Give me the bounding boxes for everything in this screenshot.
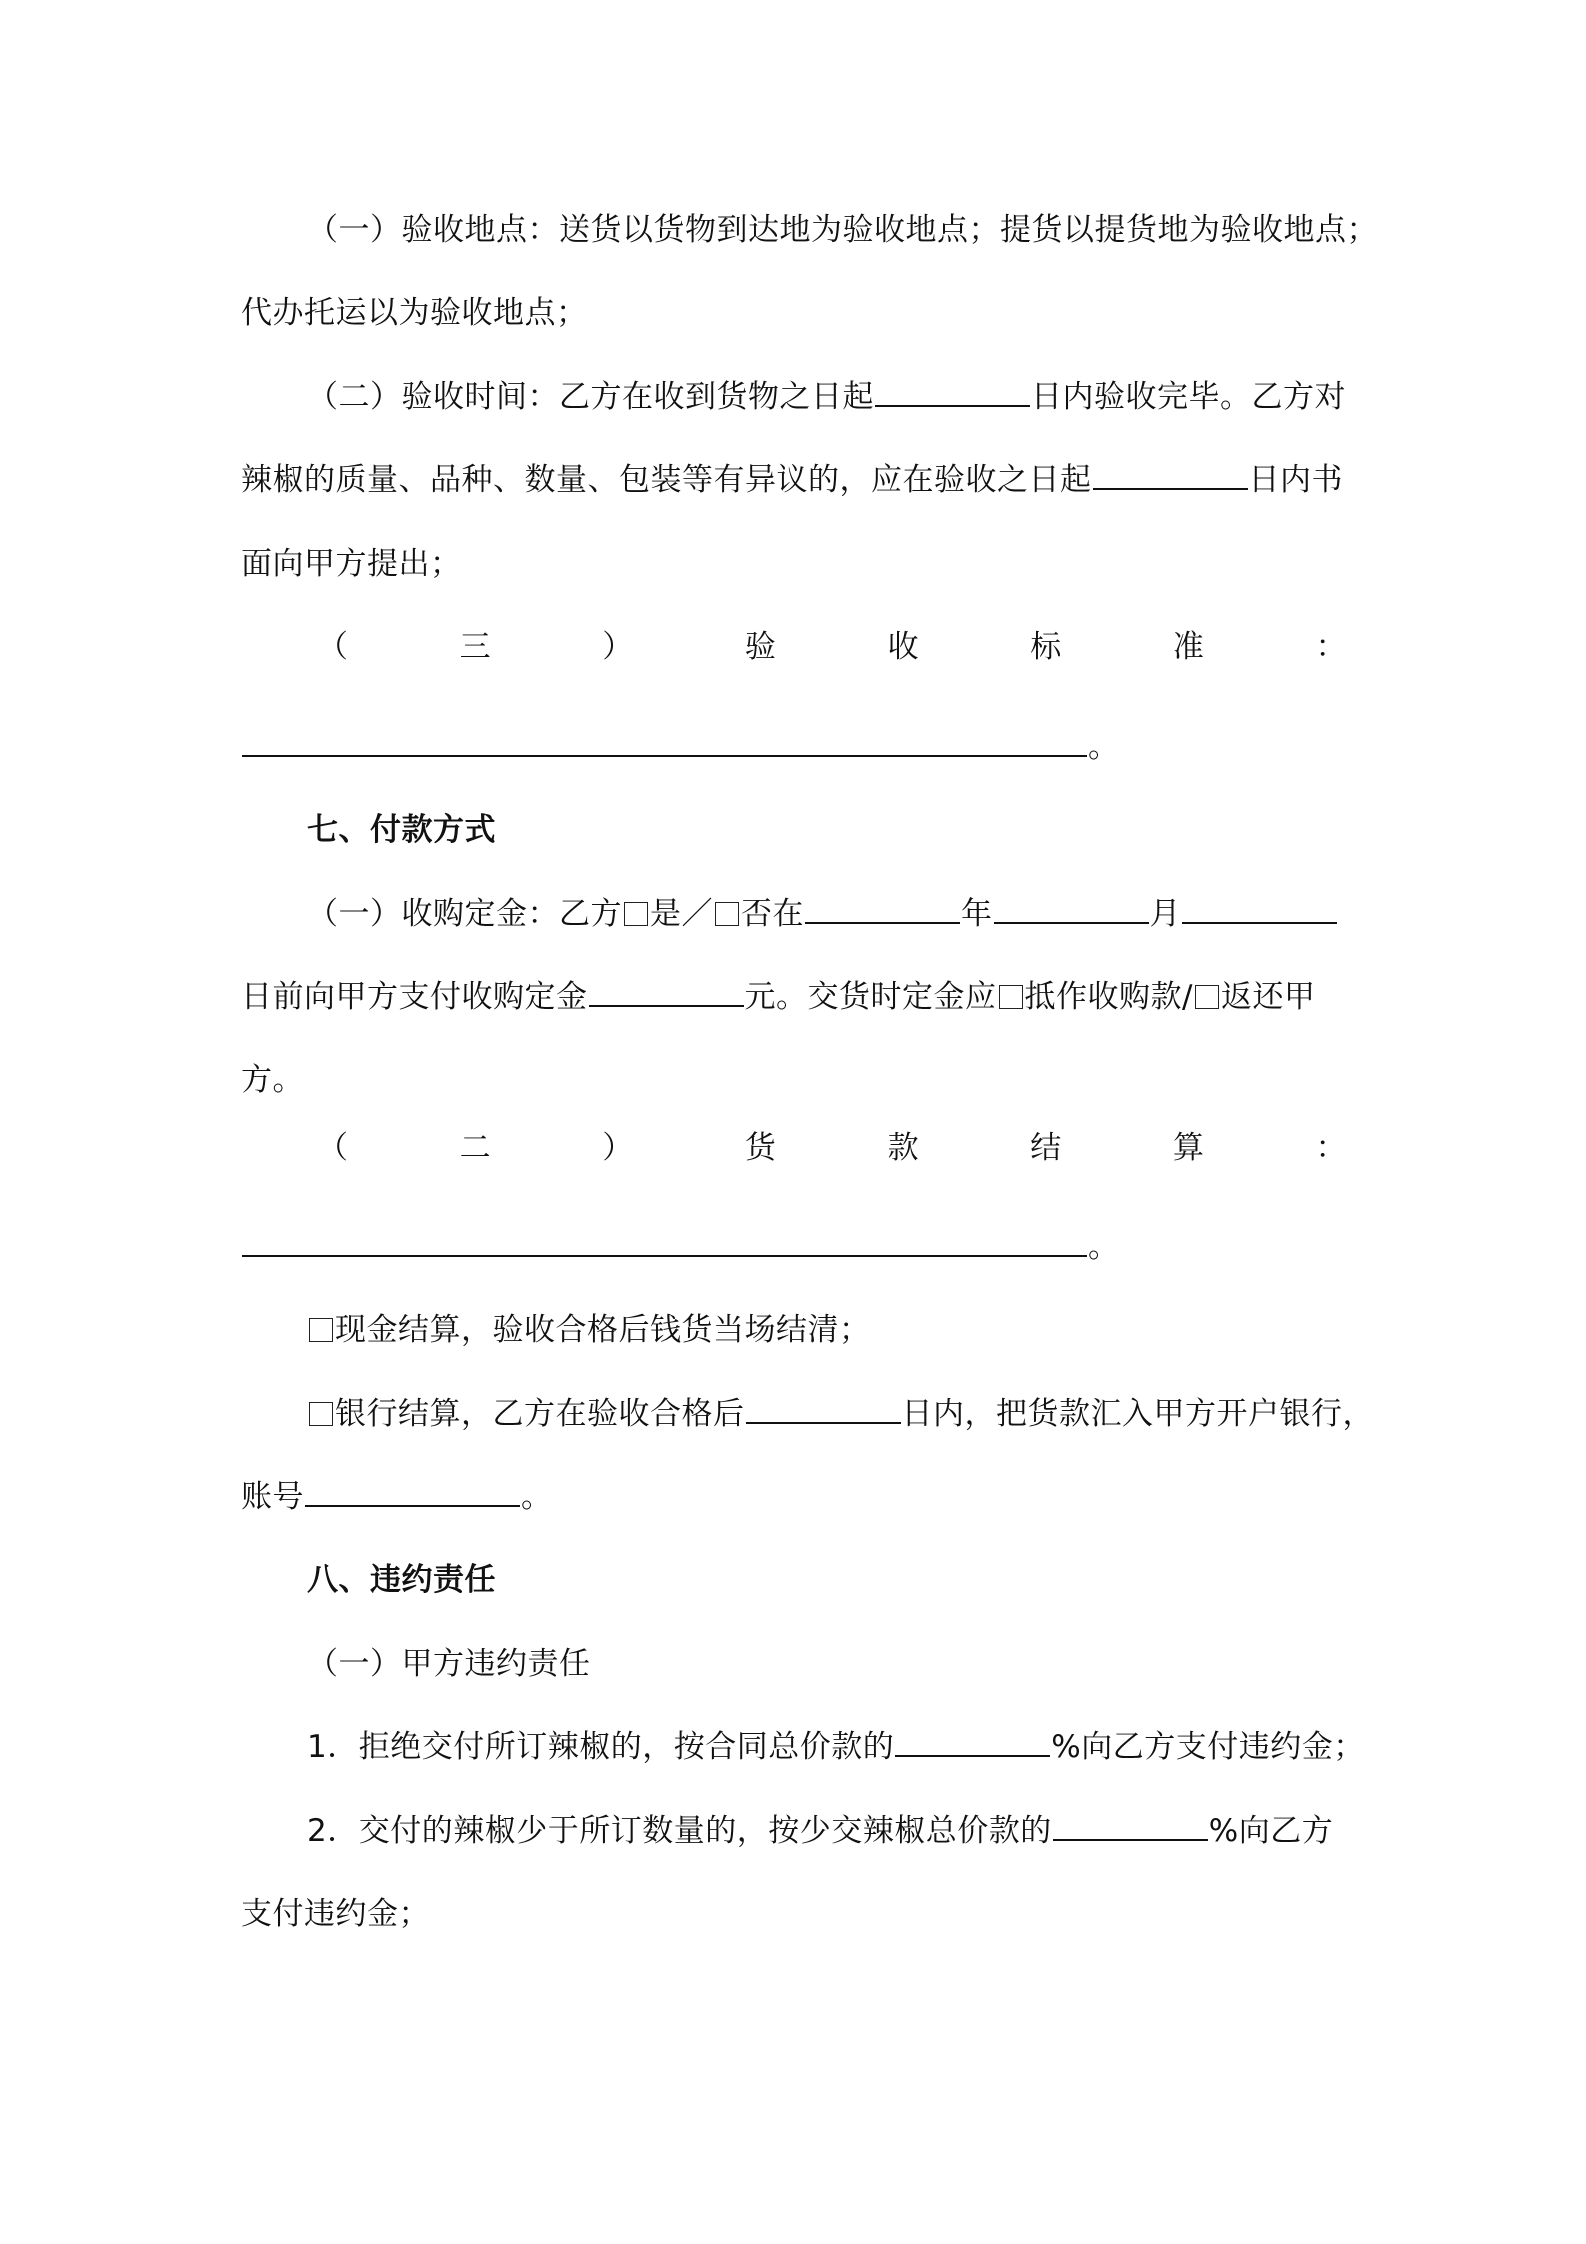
deposit-yes-label: 是／ — [650, 896, 713, 932]
subsection-heading: （一）甲方违约责任 — [307, 1646, 591, 1682]
spread-char: 准 — [1172, 629, 1205, 665]
spread-char: ） — [602, 629, 634, 665]
objection-text-3: 面向甲方提出； — [241, 546, 462, 582]
blank-account-number[interactable] — [305, 1475, 520, 1507]
acceptance-time-text-2: 日内验收完毕。乙方对 — [1031, 379, 1346, 415]
liability-item-2: 2．交付的辣椒少于所订数量的，按少交辣椒总价款的 — [307, 1813, 1052, 1849]
checkbox-return[interactable] — [1195, 985, 1219, 1009]
spread-char: 二 — [459, 1130, 492, 1166]
month-label: 月 — [1149, 896, 1181, 932]
deposit-text: （一）收购定金：乙方 — [307, 896, 622, 932]
spread-char: ： — [1315, 629, 1347, 665]
checkbox-bank[interactable] — [309, 1402, 333, 1426]
text-line — [307, 1305, 1356, 1355]
text-line — [307, 1639, 1356, 1689]
spread-char: ： — [1315, 1130, 1347, 1166]
objection-text-2: 日内书 — [1248, 462, 1343, 498]
acceptance-standard-label — [317, 622, 1347, 672]
liability-item-2-end: %向乙方 — [1208, 1813, 1334, 1849]
bank-settlement-text: 日内，把货款汇入甲方开户银行， — [901, 1396, 1374, 1432]
checkbox-no[interactable] — [715, 902, 739, 926]
offset-label: 抵作收购款/ — [1024, 979, 1193, 1015]
text-line — [241, 1222, 1356, 1272]
acceptance-location-text: （一）验收地点：送货以货物到达地为验收地点；提货以提货地为验收地点； — [307, 212, 1378, 248]
blank-year[interactable] — [805, 892, 960, 924]
liability-item-1-end: %向乙方支付违约金； — [1051, 1729, 1365, 1765]
checkbox-cash[interactable] — [309, 1318, 333, 1342]
blank-days-objection[interactable] — [1093, 458, 1248, 490]
text-line — [307, 889, 1356, 939]
spread-char: ） — [602, 1130, 634, 1166]
checkbox-yes[interactable] — [624, 902, 648, 926]
period: 。 — [521, 1479, 553, 1515]
blank-penalty-percent-1[interactable] — [895, 1725, 1050, 1757]
cash-settlement-label: 现金结算，验收合格后钱货当场结清； — [335, 1312, 871, 1348]
spread-char: 标 — [1030, 629, 1062, 665]
text-line — [241, 539, 1356, 589]
text-line — [241, 455, 1356, 505]
acceptance-time-text: （二）验收时间：乙方在收到货物之日起 — [307, 379, 874, 415]
liability-item-1: 1．拒绝交付所订辣椒的，按合同总价款的 — [307, 1729, 895, 1765]
acceptance-location-text-cont: 代办托运以为验收地点； — [241, 295, 588, 331]
period: 。 — [1088, 1229, 1120, 1265]
checkbox-offset[interactable] — [999, 985, 1023, 1009]
text-line — [241, 1472, 1356, 1522]
section-heading-text: 八、违约责任 — [307, 1562, 496, 1598]
deposit-pay-text-3: 方。 — [241, 1062, 304, 1098]
text-line — [241, 722, 1356, 772]
blank-month[interactable] — [994, 892, 1149, 924]
objection-text: 辣椒的质量、品种、数量、包装等有异议的，应在验收之日起 — [241, 462, 1092, 498]
text-line — [307, 1389, 1374, 1439]
blank-bank-days[interactable] — [746, 1392, 901, 1424]
return-label: 返还甲 — [1220, 979, 1316, 1015]
year-label: 年 — [961, 896, 993, 932]
spread-char: 算 — [1172, 1130, 1205, 1166]
section-heading-text: 七、付款方式 — [307, 812, 496, 848]
text-line — [241, 288, 1356, 338]
deposit-no-label: 否在 — [741, 896, 804, 932]
spread-char: 验 — [744, 629, 777, 665]
deposit-pay-text-2: 元。交货时定金应 — [744, 979, 997, 1015]
spread-char: 货 — [744, 1130, 777, 1166]
section-heading-payment — [307, 805, 1356, 855]
text-line — [241, 972, 1356, 1022]
section-heading-liability — [307, 1555, 1356, 1605]
blank-deposit-amount[interactable] — [589, 975, 744, 1007]
account-label: 账号 — [241, 1479, 304, 1515]
text-line — [241, 1889, 1356, 1939]
text-line — [307, 1806, 1356, 1856]
liability-item-2-cont: 支付违约金； — [241, 1896, 430, 1932]
spread-char: （ — [317, 629, 349, 665]
bank-settlement-label: 银行结算，乙方在验收合格后 — [335, 1396, 745, 1432]
spread-char: 三 — [459, 629, 492, 665]
period: 。 — [1088, 729, 1120, 765]
blank-day[interactable] — [1182, 892, 1337, 924]
spread-char: （ — [317, 1130, 349, 1166]
blank-payment-settlement[interactable] — [242, 1225, 1087, 1257]
text-line — [241, 1055, 1356, 1105]
text-line — [307, 1722, 1365, 1772]
deposit-pay-text: 日前向甲方支付收购定金 — [241, 979, 588, 1015]
blank-acceptance-standard[interactable] — [242, 725, 1087, 757]
blank-penalty-percent-2[interactable] — [1053, 1809, 1208, 1841]
blank-days-acceptance[interactable] — [875, 375, 1030, 407]
payment-settlement-label — [317, 1123, 1347, 1173]
text-line — [307, 372, 1356, 422]
text-line — [307, 205, 1378, 255]
spread-char: 结 — [1030, 1130, 1062, 1166]
spread-char: 收 — [887, 629, 920, 665]
spread-char: 款 — [887, 1130, 920, 1166]
